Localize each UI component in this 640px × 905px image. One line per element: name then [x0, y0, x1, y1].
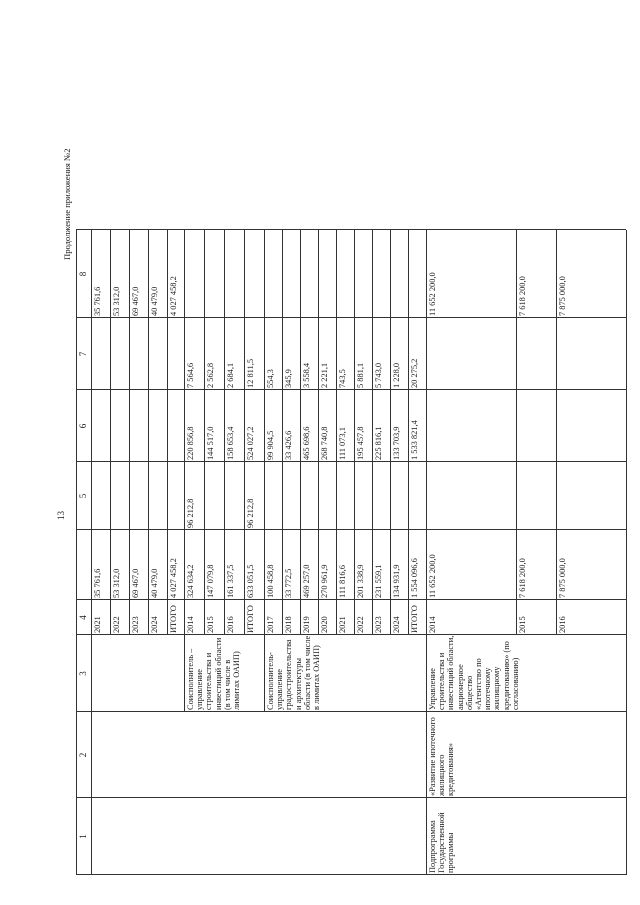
table-cell: 2023 — [374, 616, 383, 633]
table-cell: Соисполнитель – управление строительства и инвестиций области (в том числе в лимитах ОАИП) — [186, 637, 242, 710]
table-row-line — [224, 230, 225, 635]
table-cell: 524 027,2 — [246, 426, 255, 460]
table-cell: 4 027 458,2 — [169, 558, 178, 598]
table-cell: 7 618 200,0 — [518, 558, 527, 598]
table-cell: ИТОГО — [246, 605, 255, 633]
table-cell: 11 652 200,0 — [428, 272, 437, 316]
table-cell: 35 761,6 — [93, 568, 102, 598]
table-cell: 96 212,8 — [186, 498, 195, 528]
header-col-7: 6 — [78, 423, 88, 429]
table-row-line — [336, 230, 337, 635]
header-col-4: 4 — [78, 615, 88, 620]
table-row-line — [516, 230, 517, 635]
table-cell: 2021 — [338, 616, 347, 633]
table-cell: 2014 — [428, 616, 437, 633]
table-cell: 20 275,2 — [410, 358, 419, 388]
table-cell: Соисполнитель- управление градостроительства и архитектуры области (в том числе в лимитах ОАИП) — [266, 635, 322, 710]
table-cell: 2022 — [356, 616, 365, 633]
table-cell: 5 881,1 — [356, 362, 365, 388]
table-row-line — [372, 230, 373, 635]
table-row-line — [184, 230, 185, 712]
table-cell: 2024 — [392, 616, 401, 633]
table-cell: 69 467,0 — [131, 568, 140, 598]
table-row-line — [556, 230, 557, 635]
table-cell: 220 856,8 — [186, 426, 195, 460]
table-cell: 231 559,1 — [374, 564, 383, 598]
table-cell: 324 634,2 — [186, 564, 195, 598]
table-cell: 2015 — [518, 616, 527, 633]
table-cell: 2019 — [302, 616, 311, 633]
table-cell: 40 479,0 — [150, 286, 159, 316]
table-cell: 100 458,8 — [266, 564, 275, 598]
table-cell: 743,5 — [338, 369, 347, 388]
table-row-line — [318, 230, 319, 635]
table-row-line — [390, 230, 391, 635]
table-cell: 225 816,1 — [374, 426, 383, 460]
table-cell: 99 904,5 — [266, 430, 275, 460]
table-cell: 2024 — [150, 616, 159, 633]
table-row-line — [354, 230, 355, 635]
table-cell: 161 337,5 — [226, 564, 235, 598]
table-cell: 12 811,5 — [246, 358, 255, 388]
table-cell: 2 684,1 — [226, 362, 235, 388]
table-cell: 144 517,0 — [206, 426, 215, 460]
table-cell: Подпрограмма Государственной программы — [428, 812, 456, 873]
table-cell: 111 816,6 — [338, 565, 347, 598]
table-cell: 2022 — [112, 616, 121, 633]
table-hline — [76, 230, 77, 875]
table-cell: 3 558,4 — [302, 362, 311, 388]
table-cell: 40 479,0 — [150, 568, 159, 598]
table-cell: 2016 — [226, 616, 235, 633]
table-cell: 96 212,8 — [246, 498, 255, 528]
table-cell: 147 079,8 — [206, 564, 215, 598]
table-cell: 7 618 200,0 — [518, 276, 527, 316]
table-cell: Управление строительства и инвестиций области, акционерное общество «Агентство по ипотечному жилищному кредитованию» (по согласованию) — [428, 635, 520, 710]
table-cell: ИТОГО — [169, 605, 178, 633]
table-cell: 1 533 821,4 — [410, 420, 419, 460]
table-cell: 2016 — [558, 616, 567, 633]
table-cell: 158 653,4 — [226, 426, 235, 460]
header-col-3: 3 — [78, 671, 88, 676]
table-cell: 345,9 — [284, 369, 293, 388]
table-cell: 4 027 458,2 — [169, 276, 178, 316]
table-row-line — [110, 230, 111, 635]
table-cell: 270 961,9 — [320, 564, 329, 598]
table-row-line — [300, 230, 301, 635]
table-cell: 7 564,6 — [186, 362, 195, 388]
table-row-line — [244, 230, 245, 635]
table-cell: 33 426,6 — [284, 430, 293, 460]
table-bottom-line — [626, 230, 627, 875]
table-row-line — [129, 230, 130, 635]
table-cell: 195 457,8 — [356, 426, 365, 460]
table-cell: 7 875 000,0 — [558, 558, 567, 598]
table-cell: 111 073,1 — [338, 427, 347, 460]
table-cell: 465 698,6 — [302, 426, 311, 460]
table-cell: 469 257,0 — [302, 564, 311, 598]
continuation-note: Продолжение приложения №2 — [62, 148, 72, 260]
table-cell: 2 221,1 — [320, 362, 329, 388]
table-cell: 53 312,0 — [112, 568, 121, 598]
header-col-2: 2 — [78, 752, 88, 758]
page-number: 13 — [56, 511, 66, 520]
subprogram-separator — [426, 230, 427, 875]
table-cell: 2017 — [266, 616, 275, 633]
table-cell: 69 467,0 — [131, 286, 140, 316]
header-col-9: 8 — [78, 271, 88, 277]
rotated-table-page — [50, 140, 590, 880]
table-cell: «Развитие ипотечного жилищного кредитования» — [428, 717, 456, 796]
table-row-line — [167, 230, 168, 635]
table-cell: 201 338,9 — [356, 564, 365, 598]
table-row-line — [264, 230, 265, 712]
table-cell: 11 652 200,0 — [428, 554, 437, 598]
table-cell: 268 740,8 — [320, 426, 329, 460]
table-cell: 7 875 000,0 — [558, 276, 567, 316]
table-cell: 633 051,5 — [246, 564, 255, 598]
table-cell: 2015 — [206, 616, 215, 633]
header-col-1: 1 — [78, 834, 88, 839]
table-cell: 2021 — [93, 616, 102, 633]
table-cell: 554,3 — [266, 369, 275, 388]
table-hline — [91, 230, 92, 875]
header-col-6: 5 — [78, 493, 88, 499]
header-col-8: 7 — [78, 351, 88, 357]
table-row-line — [408, 230, 409, 635]
table-cell: 33 772,5 — [284, 568, 293, 598]
table-cell: 1 228,0 — [392, 362, 401, 388]
table-cell: 35 761,6 — [93, 286, 102, 316]
table-cell: 5 743,0 — [374, 362, 383, 388]
table-cell: 2014 — [186, 616, 195, 633]
table-row-line — [282, 230, 283, 635]
table-row-line — [204, 230, 205, 635]
table-cell: 2018 — [284, 616, 293, 633]
table-cell: 134 931,9 — [392, 564, 401, 598]
table-cell: 133 703,9 — [392, 426, 401, 460]
table-cell: 2023 — [131, 616, 140, 633]
table-cell: 2020 — [320, 616, 329, 633]
table-cell: 2 562,8 — [206, 362, 215, 388]
table-row-line — [148, 230, 149, 635]
table-cell: 1 554 096,6 — [410, 558, 419, 598]
table-cell: ИТОГО — [410, 605, 419, 633]
table-cell: 53 312,0 — [112, 286, 121, 316]
